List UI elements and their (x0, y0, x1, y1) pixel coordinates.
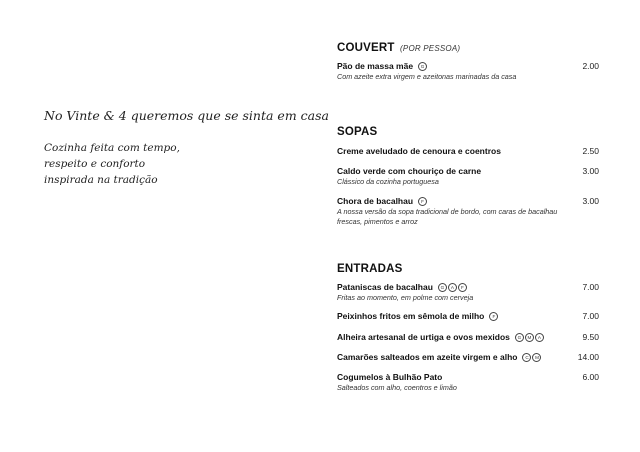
section-note: (POR PESSOA) (400, 44, 461, 53)
section-sopas (337, 126, 599, 138)
allergen-badge: F (458, 283, 467, 292)
item-description: Com azeite extra virgem e azeitonas marinadas da casa (337, 72, 517, 81)
item-name: Chora de bacalhau F (337, 196, 427, 206)
tagline-line: Cozinha feita com tempo, (44, 142, 180, 154)
menu-item (337, 61, 599, 82)
tagline-line: inspirada na tradição (44, 174, 158, 186)
section-title: ENTRADAS (337, 263, 403, 275)
item-description: A nossa versão da sopa tradicional de bordo, com caras de bacalhau frescas, pimentos e arroz (337, 207, 558, 226)
menu-item (337, 282, 599, 303)
allergen-badge: M (525, 333, 534, 342)
menu-item (337, 372, 599, 393)
item-name: Cogumelos à Bulhão Pato (337, 372, 443, 382)
item-name: Pão de massa mãe G (337, 61, 427, 71)
item-price: 6.00 (582, 372, 599, 382)
item-price: 9.50 (582, 332, 599, 342)
allergen-badges (417, 196, 427, 206)
allergen-badge: F (418, 197, 427, 206)
allergen-badge: C (522, 353, 531, 362)
item-price: 14.00 (577, 352, 599, 362)
item-name: Creme aveludado de cenoura e coentros (337, 146, 501, 156)
allergen-badges (521, 352, 541, 362)
tagline-line: respeito e conforto (44, 158, 146, 170)
menu-item (337, 146, 599, 156)
allergen-badge: G (418, 62, 427, 71)
allergen-badges (417, 61, 427, 71)
menu-item (337, 332, 599, 342)
intro-tagline (44, 140, 324, 188)
menu-item (337, 196, 599, 226)
menu-item (337, 352, 599, 362)
item-price: 3.00 (582, 196, 599, 206)
item-description: Fritas ao momento, em polme com cerveja (337, 293, 474, 302)
item-price: 3.00 (582, 166, 599, 176)
section-title: COUVERT (POR PESSOA) (337, 42, 461, 54)
item-price: 2.50 (582, 146, 599, 156)
section-title: SOPAS (337, 126, 378, 138)
item-name: Caldo verde com chouriço de carne (337, 166, 482, 176)
allergen-badges (488, 311, 498, 321)
allergen-badge: G (515, 333, 524, 342)
section-entradas (337, 263, 599, 275)
item-name: Camarões salteados em azeite virgem e alho C M (337, 352, 541, 362)
item-price: 7.00 (582, 311, 599, 321)
allergen-badge: M (532, 353, 541, 362)
section-couvert (337, 42, 599, 54)
allergen-badge: A (535, 333, 544, 342)
item-price: 7.00 (582, 282, 599, 292)
intro-block (44, 108, 329, 188)
item-name: Peixinhos fritos em sêmola de milho F (337, 311, 498, 321)
intro-title: No Vinte & 4 queremos que se sinta em casa (44, 108, 329, 123)
item-name: Pataniscas de bacalhau G A F (337, 282, 467, 292)
allergen-badges (437, 282, 467, 292)
item-name: Alheira artesanal de urtiga e ovos mexidos G M A (337, 332, 544, 342)
menu-item (337, 166, 599, 187)
item-description: Salteados com alho, coentros e limão (337, 383, 457, 392)
item-description: Clássico da cozinha portuguesa (337, 177, 439, 186)
allergen-badge: A (448, 283, 457, 292)
allergen-badge: G (438, 283, 447, 292)
menu-item (337, 311, 599, 321)
item-price: 2.00 (582, 61, 599, 71)
allergen-badge: F (489, 312, 498, 321)
allergen-badges (514, 332, 544, 342)
